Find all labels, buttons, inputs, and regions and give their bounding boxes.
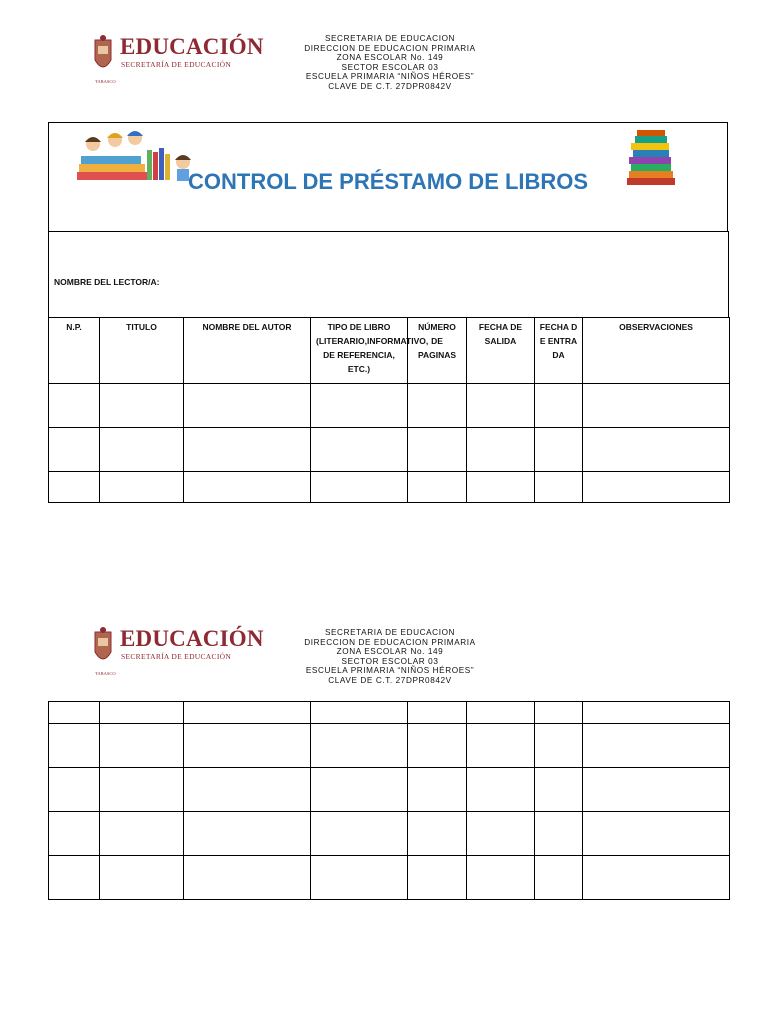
table-cell[interactable] bbox=[311, 856, 408, 900]
header-line: SECTOR ESCOLAR 03 bbox=[341, 62, 439, 72]
table-row bbox=[49, 768, 730, 812]
table-cell[interactable] bbox=[100, 724, 184, 768]
header-line: DIRECCION DE EDUCACION PRIMARIA bbox=[304, 637, 476, 647]
table-cell[interactable] bbox=[311, 384, 408, 428]
table-cell[interactable] bbox=[100, 428, 184, 472]
table-cell[interactable] bbox=[184, 702, 311, 724]
column-header-titulo: TITULO bbox=[100, 318, 184, 384]
books-stack-illustration bbox=[615, 128, 685, 188]
table-cell[interactable] bbox=[535, 856, 583, 900]
table-cell[interactable] bbox=[184, 384, 311, 428]
table-cell[interactable] bbox=[408, 724, 467, 768]
table-row bbox=[49, 428, 730, 472]
logo-subtitle: SECRETARÍA DE EDUCACIÓN bbox=[121, 60, 232, 69]
table-cell[interactable] bbox=[311, 702, 408, 724]
table-cell[interactable] bbox=[49, 724, 100, 768]
table-cell[interactable] bbox=[408, 702, 467, 724]
table-cell[interactable] bbox=[49, 768, 100, 812]
table-cell[interactable] bbox=[311, 472, 408, 503]
table-row bbox=[49, 856, 730, 900]
logo-word: EDUCACIÓN bbox=[120, 34, 264, 59]
table-cell[interactable] bbox=[467, 428, 535, 472]
table-cell[interactable] bbox=[408, 384, 467, 428]
table-row bbox=[49, 472, 730, 503]
table-cell[interactable] bbox=[583, 724, 730, 768]
header-line: SECTOR ESCOLAR 03 bbox=[341, 656, 439, 666]
header-line: CLAVE DE C.T. 27DPR0842V bbox=[328, 81, 452, 91]
table-row bbox=[49, 702, 730, 724]
table-cell[interactable] bbox=[49, 702, 100, 724]
column-header-paginas: NÚMERO DE PAGINAS bbox=[408, 318, 467, 384]
table-header-row bbox=[49, 318, 730, 384]
table-cell[interactable] bbox=[467, 768, 535, 812]
table-cell[interactable] bbox=[184, 724, 311, 768]
table-cell[interactable] bbox=[467, 472, 535, 503]
table-cell[interactable] bbox=[49, 428, 100, 472]
education-logo bbox=[92, 626, 264, 676]
table-cell[interactable] bbox=[100, 812, 184, 856]
table-cell[interactable] bbox=[467, 702, 535, 724]
column-header-tipo: TIPO DE LIBRO (LITERARIO,INFORMATIVO, DE REFERENCIA, ETC.) bbox=[311, 318, 408, 384]
logo-subtitle: SECRETARÍA DE EDUCACIÓN bbox=[121, 652, 232, 661]
children-reading-illustration bbox=[75, 128, 195, 188]
table-cell[interactable] bbox=[184, 856, 311, 900]
table-cell[interactable] bbox=[583, 384, 730, 428]
table-cell[interactable] bbox=[100, 702, 184, 724]
table-cell[interactable] bbox=[49, 384, 100, 428]
table-row bbox=[49, 724, 730, 768]
column-header-salida: FECHA DE SALIDA bbox=[467, 318, 535, 384]
column-header-autor: NOMBRE DEL AUTOR bbox=[184, 318, 311, 384]
table-cell[interactable] bbox=[184, 428, 311, 472]
loan-table bbox=[48, 317, 730, 503]
header-line: DIRECCION DE EDUCACION PRIMARIA bbox=[304, 43, 476, 53]
school-header bbox=[290, 628, 490, 686]
table-cell[interactable] bbox=[535, 472, 583, 503]
table-cell[interactable] bbox=[49, 856, 100, 900]
table-cell[interactable] bbox=[408, 428, 467, 472]
table-cell[interactable] bbox=[467, 812, 535, 856]
reader-name-label: NOMBRE DEL LECTOR/A: bbox=[54, 277, 160, 287]
table-cell[interactable] bbox=[467, 856, 535, 900]
school-header bbox=[290, 34, 490, 92]
reader-box bbox=[48, 231, 729, 318]
table-cell[interactable] bbox=[583, 702, 730, 724]
table-cell[interactable] bbox=[535, 724, 583, 768]
table-cell[interactable] bbox=[49, 472, 100, 503]
table-cell[interactable] bbox=[535, 428, 583, 472]
table-cell[interactable] bbox=[408, 856, 467, 900]
table-cell[interactable] bbox=[311, 724, 408, 768]
table-cell[interactable] bbox=[311, 768, 408, 812]
table-cell[interactable] bbox=[184, 768, 311, 812]
table-cell[interactable] bbox=[408, 812, 467, 856]
coat-of-arms-icon bbox=[92, 626, 114, 668]
table-row bbox=[49, 384, 730, 428]
header-line: ZONA ESCOLAR No. 149 bbox=[336, 53, 444, 63]
table-cell[interactable] bbox=[583, 768, 730, 812]
table-cell[interactable] bbox=[49, 812, 100, 856]
table-cell[interactable] bbox=[535, 384, 583, 428]
header-line: CLAVE DE C.T. 27DPR0842V bbox=[328, 675, 452, 685]
table-cell[interactable] bbox=[311, 428, 408, 472]
loan-table-continuation bbox=[48, 701, 730, 900]
coat-of-arms-icon bbox=[92, 34, 114, 76]
column-header-np: N.P. bbox=[49, 318, 100, 384]
header-line: SECRETARIA DE EDUCACION bbox=[324, 628, 456, 637]
table-cell[interactable] bbox=[467, 724, 535, 768]
column-header-entrada: FECHA DE ENTRADA bbox=[535, 318, 583, 384]
logo-state: TABASCO bbox=[95, 671, 116, 676]
header-line: SECRETARIA DE EDUCACION bbox=[324, 34, 456, 43]
table-cell[interactable] bbox=[583, 856, 730, 900]
table-cell[interactable] bbox=[311, 812, 408, 856]
education-logo bbox=[92, 34, 264, 84]
table-cell[interactable] bbox=[184, 472, 311, 503]
form-title: CONTROL DE PRÉSTAMO DE LIBROS bbox=[188, 169, 589, 194]
table-cell[interactable] bbox=[408, 768, 467, 812]
logo-word: EDUCACIÓN bbox=[120, 626, 264, 651]
table-cell[interactable] bbox=[583, 428, 730, 472]
table-cell[interactable] bbox=[408, 472, 467, 503]
table-cell[interactable] bbox=[100, 768, 184, 812]
header-line: ESCUELA PRIMARIA “NIÑOS HÉROES” bbox=[305, 666, 475, 676]
table-cell[interactable] bbox=[467, 384, 535, 428]
table-cell[interactable] bbox=[535, 702, 583, 724]
table-cell[interactable] bbox=[535, 768, 583, 812]
table-cell[interactable] bbox=[583, 812, 730, 856]
table-cell[interactable] bbox=[100, 384, 184, 428]
table-cell[interactable] bbox=[583, 472, 730, 503]
header-line: ESCUELA PRIMARIA “NIÑOS HÉROES” bbox=[305, 72, 475, 82]
table-cell[interactable] bbox=[100, 472, 184, 503]
table-row bbox=[49, 812, 730, 856]
table-cell[interactable] bbox=[184, 812, 311, 856]
column-header-observaciones: OBSERVACIONES bbox=[583, 318, 730, 384]
header-line: ZONA ESCOLAR No. 149 bbox=[336, 647, 444, 657]
table-cell[interactable] bbox=[100, 856, 184, 900]
logo-state: TABASCO bbox=[95, 79, 116, 84]
table-cell[interactable] bbox=[535, 812, 583, 856]
